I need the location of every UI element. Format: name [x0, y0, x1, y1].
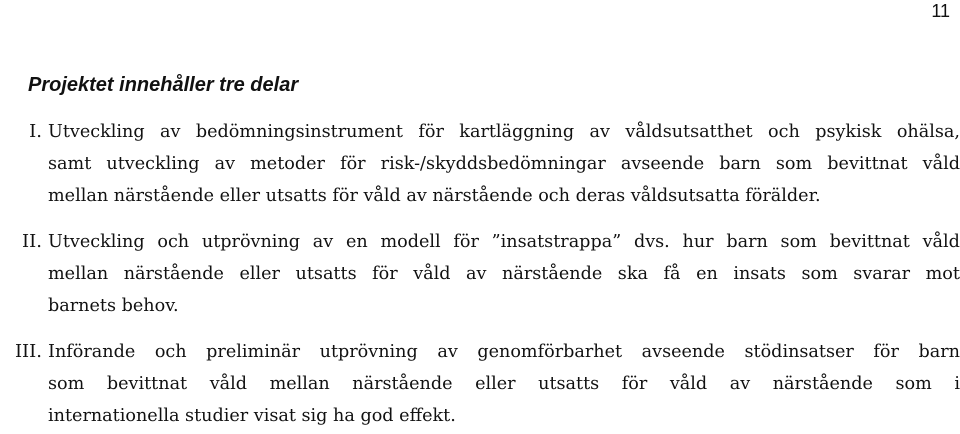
list-item-numeral: III.	[14, 341, 42, 362]
text-line: Utveckling och utprövning av en modell för ”insatstrappa” dvs. hur barn som bevittnat våld	[48, 232, 960, 252]
text-line: samt utveckling av metoder för risk-/skyddsbedömningar avseende barn som bevittnat våld	[48, 154, 960, 174]
list-item-numeral: II.	[22, 231, 42, 252]
text-line: internationella studier visat sig ha god effekt.	[48, 406, 456, 426]
list-item-text	[48, 336, 960, 432]
section-heading: Projektet innehåller tre delar	[28, 74, 299, 96]
list-item-numeral: I.	[29, 121, 42, 142]
text-line: Införande och preliminär utprövning av genomförbarhet avseende stödinsatser för barn	[48, 342, 960, 362]
text-line: som bevittnat våld mellan närstående eller utsatts för våld av närstående som i	[48, 374, 960, 394]
list-item-text	[48, 116, 960, 212]
text-line: mellan närstående eller utsatts för våld av närstående och deras våldsutsatta förälder.	[48, 186, 821, 206]
list-item-text	[48, 226, 960, 322]
page-number: 11	[931, 1, 950, 21]
text-line: barnets behov.	[48, 296, 179, 316]
text-line: Utveckling av bedömningsinstrument för kartläggning av våldsutsatthet och psykisk ohälsa,	[48, 122, 960, 142]
text-line: mellan närstående eller utsatts för våld av närstående ska få en insats som svarar mot	[48, 264, 960, 284]
